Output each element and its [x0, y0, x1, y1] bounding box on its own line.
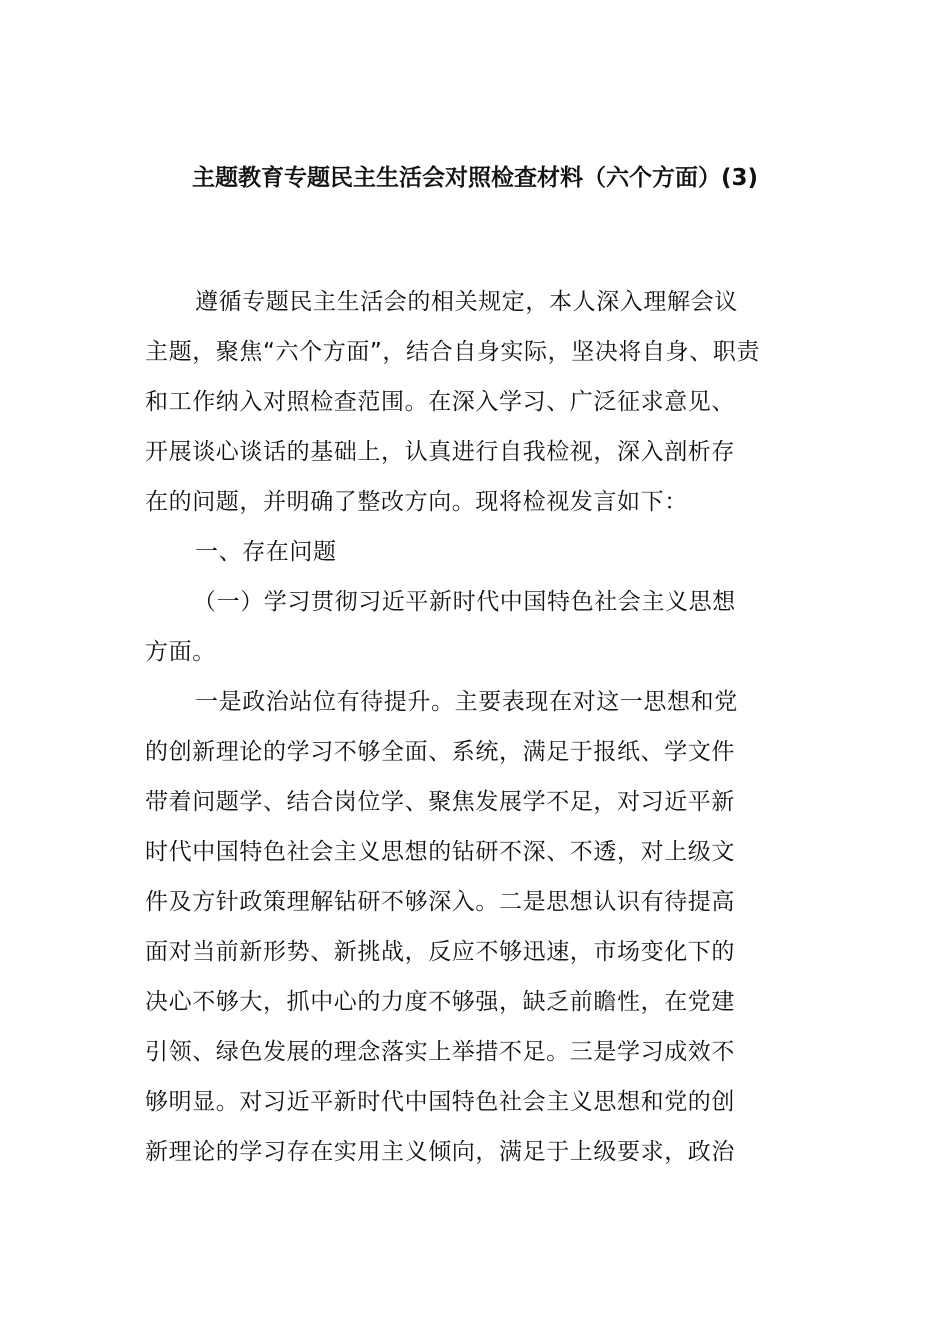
paragraph-line: 面对当前新形势、新挑战，反应不够迅速，市场变化下的 — [145, 939, 735, 965]
document-title: 主题教育专题民主生活会对照检查材料（六个方面）(3) — [191, 165, 759, 191]
paragraph-line: 时代中国特色社会主义思想的钻研不深、不透，对上级文 — [145, 839, 735, 865]
paragraph-line: 新理论的学习存在实用主义倾向，满足于上级要求，政治 — [145, 1139, 735, 1165]
paragraph-line: 和工作纳入对照检查范围。在深入学习、广泛征求意见、 — [145, 389, 735, 415]
paragraph-line: 够明显。对习近平新时代中国特色社会主义思想和党的创 — [145, 1089, 735, 1115]
paragraph-line: 件及方针政策理解钻研不够深入。二是思想认识有待提高 — [145, 889, 735, 915]
paragraph-line: 遵循专题民主生活会的相关规定，本人深入理解会议 — [195, 289, 738, 315]
paragraph-line: 在的问题，并明确了整改方向。现将检视发言如下： — [145, 489, 688, 515]
paragraph-line: 开展谈心谈话的基础上，认真进行自我检视，深入剖析存 — [145, 439, 735, 465]
paragraph-line: 一是政治站位有待提升。主要表现在对这一思想和党 — [195, 689, 738, 715]
subsection-heading: （一）学习贯彻习近平新时代中国特色社会主义思想 — [193, 589, 736, 615]
subsection-heading-continued: 方面。 — [145, 639, 216, 665]
paragraph-line: 的创新理论的学习不够全面、系统，满足于报纸、学文件 — [145, 739, 735, 765]
paragraph-line: 主题，聚焦“六个方面”，结合自身实际，坚决将自身、职责 — [145, 339, 761, 365]
paragraph-line: 引领、绿色发展的理念落实上举措不足。三是学习成效不 — [145, 1039, 735, 1065]
paragraph-line: 决心不够大，抓中心的力度不够强，缺乏前瞻性，在党建 — [145, 989, 735, 1015]
document-body — [145, 277, 810, 1177]
section-heading: 一、存在问题 — [195, 539, 337, 565]
paragraph-line: 带着问题学、结合岗位学、聚焦发展学不足，对习近平新 — [145, 789, 735, 815]
